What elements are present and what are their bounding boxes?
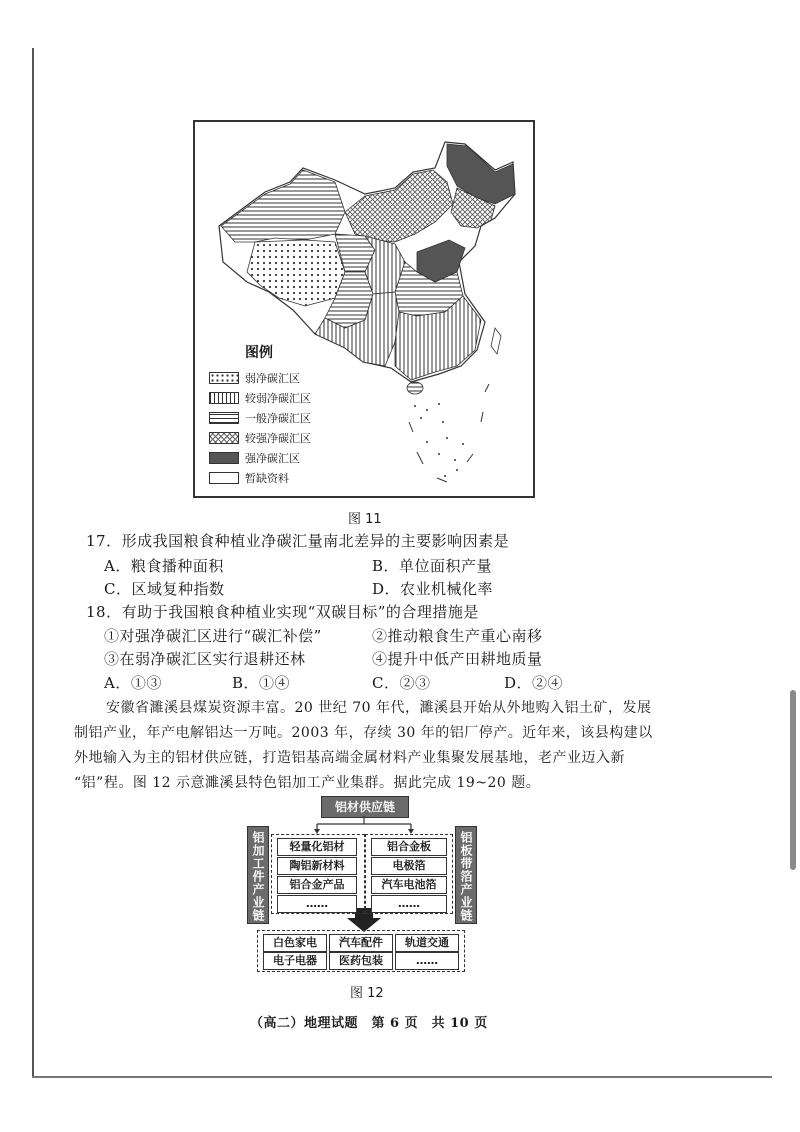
application-rail-transit: 轨道交通 [395, 934, 459, 952]
q18-option-b: B．①④ [232, 674, 291, 692]
q18-option-d: D．②④ [504, 674, 564, 692]
passage-line-4: “铝”程。图 12 示意濉溪县特色铝加工产业集群。据此完成 19~20 题。 [74, 775, 541, 791]
passage-line-3: 外地输入为主的铝材供应链，打造铝基高端金属材料产业集聚发展基地，老产业迈入新 [74, 750, 625, 766]
q18-option-a: A．①③ [104, 674, 162, 692]
application-more: …… [395, 952, 459, 970]
product-electrode-foil: 电极箔 [371, 857, 447, 875]
page-bottom-rule [32, 1076, 772, 1078]
passage-line-2: 制铝产业，年产电解铝达一万吨。2003 年，存续 30 年的铝厂停产。近年来，该县构建以 [74, 725, 653, 741]
product-more-right: …… [371, 895, 447, 913]
legend-label: 较弱净碳汇区 [245, 392, 311, 405]
region-taiwan [491, 328, 501, 354]
q18-statement-3: ③在弱净碳汇区实行退耕还林 [104, 650, 306, 668]
region-hainan [407, 382, 423, 394]
nine-dash-line [409, 384, 489, 482]
product-aluminum-alloy: 铝合金产品 [277, 876, 357, 894]
q18-statement-2: ②推动粮食生产重心南移 [372, 627, 543, 645]
region-tibet [247, 240, 345, 306]
q17-option-c: C．区域复种指数 [104, 580, 225, 598]
supply-chain-box: 铝材供应链 [321, 796, 409, 818]
scrollbar-thumb[interactable] [790, 690, 796, 870]
processed-parts-chain-label: 铝加工件产业链 [247, 826, 269, 924]
legend-item-strong [209, 448, 339, 468]
legend-title: 图例 [245, 345, 273, 361]
crosshatch-swatch [209, 432, 239, 444]
product-lightweight-aluminum: 轻量化铝材 [277, 838, 357, 856]
product-more-left: …… [277, 895, 357, 913]
passage-line-1: 安徽省濉溪县煤炭资源丰富。20 世纪 70 年代，濉溪县开始从外地购入铝土矿，发展 [106, 700, 652, 716]
horizontal-lines-swatch [209, 412, 239, 424]
vertical-lines-swatch [209, 392, 239, 404]
figure-12-caption: 图 12 [350, 986, 384, 1001]
legend-item-weak [209, 368, 339, 388]
south-sea-islands [414, 403, 464, 477]
legend-label: 暂缺资料 [245, 472, 289, 485]
question-18-stem: 18．有助于我国粮食种植业实现“双碳目标”的合理措施是 [86, 603, 479, 621]
legend-item-fairly-weak [209, 388, 339, 408]
legend-label: 一般净碳汇区 [245, 412, 311, 425]
q17-option-d: D．农业机械化率 [372, 580, 494, 598]
china-carbon-sink-map [193, 120, 535, 498]
product-battery-foil: 汽车电池箔 [371, 876, 447, 894]
legend-item-no-data [209, 468, 339, 488]
legend-item-general [209, 408, 339, 428]
figure-11-caption: 图 11 [348, 512, 382, 527]
page-left-rule [32, 48, 34, 1078]
dots-swatch [209, 372, 239, 384]
q17-option-a: A．粮食播种面积 [104, 557, 224, 575]
legend-item-fairly-strong [209, 428, 339, 448]
legend-label: 较强净碳汇区 [245, 432, 311, 445]
q18-option-c: C．②③ [372, 674, 431, 692]
q18-statement-1: ①对强净碳汇区进行“碳汇补偿” [104, 627, 322, 645]
application-auto-parts: 汽车配件 [329, 934, 393, 952]
application-medical-packaging: 医药包装 [329, 952, 393, 970]
q17-option-b: B．单位面积产量 [372, 557, 493, 575]
blank-swatch [209, 472, 239, 484]
solid-dark-swatch [209, 452, 239, 464]
legend-label: 弱净碳汇区 [245, 372, 300, 385]
product-ceramic-aluminum: 陶铝新材料 [277, 857, 357, 875]
map-legend [209, 342, 339, 488]
application-electronics: 电子电器 [263, 952, 327, 970]
page-footer: （高二）地理试题 第 6 页 共 10 页 [250, 1016, 488, 1031]
region-xinjiang [221, 170, 345, 242]
product-alloy-sheet: 铝合金板 [371, 838, 447, 856]
legend-label: 强净碳汇区 [245, 452, 300, 465]
question-17-stem: 17．形成我国粮食种植业净碳汇量南北差异的主要影响因素是 [86, 532, 510, 550]
aluminum-industry-cluster-diagram [243, 796, 483, 976]
q18-statement-4: ④提升中低产田耕地质量 [372, 650, 543, 668]
application-home-appliances: 白色家电 [263, 934, 327, 952]
sheet-strip-foil-chain-label: 铝板带箔产业链 [455, 826, 477, 924]
